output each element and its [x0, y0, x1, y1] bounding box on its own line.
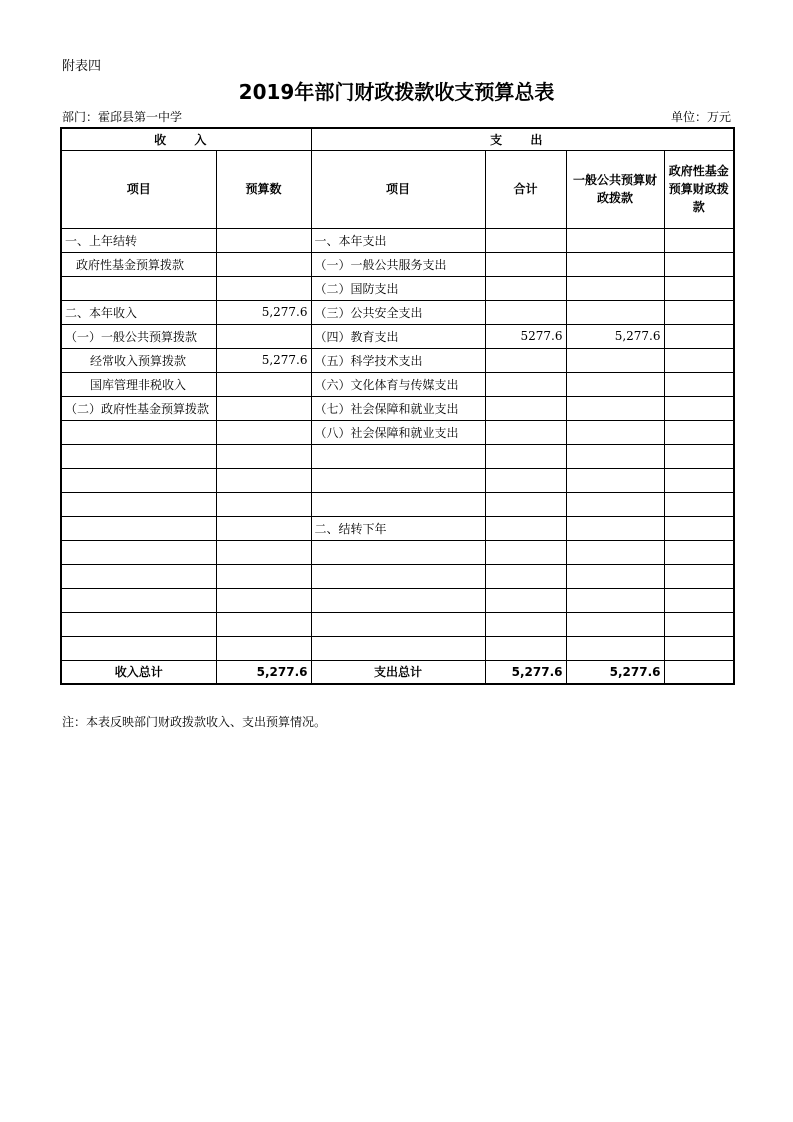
expense-general-cell	[566, 612, 664, 636]
expense-fund-cell	[664, 420, 734, 444]
expense-fund-cell	[664, 564, 734, 588]
expense-total-label: 支出总计	[311, 660, 485, 684]
table-row	[61, 468, 734, 492]
table-row	[61, 540, 734, 564]
table-row	[61, 636, 734, 660]
income-item-cell: 一、上年结转	[61, 228, 216, 252]
expense-fund-cell	[664, 324, 734, 348]
income-budget-cell	[216, 492, 311, 516]
expense-item-cell: （三）公共安全支出	[311, 300, 485, 324]
expense-item-header: 项目	[311, 150, 485, 228]
income-item-cell	[61, 420, 216, 444]
expense-fund-cell	[664, 612, 734, 636]
expense-total-cell	[485, 564, 566, 588]
income-item-cell	[61, 636, 216, 660]
table-row	[61, 252, 734, 276]
expense-general-cell	[566, 420, 664, 444]
expense-total-cell	[485, 348, 566, 372]
expense-general-cell	[566, 396, 664, 420]
column-header-row	[61, 150, 734, 228]
footnote: 注：本表反映部门财政拨款收入、支出预算情况。	[62, 715, 327, 729]
expense-item-cell	[311, 612, 485, 636]
expense-total-cell	[485, 228, 566, 252]
expense-item-cell: （二）国防支出	[311, 276, 485, 300]
income-budget-cell	[216, 540, 311, 564]
income-item-cell	[61, 564, 216, 588]
income-budget-cell	[216, 444, 311, 468]
page-title: 2019年部门财政拨款收支预算总表	[238, 80, 555, 104]
expense-total-header: 合计	[485, 150, 566, 228]
income-item-cell	[61, 516, 216, 540]
expense-general-cell	[566, 540, 664, 564]
income-item-cell: （二）政府性基金预算拨款	[61, 396, 216, 420]
expense-total-cell	[485, 252, 566, 276]
income-budget-cell: 5,277.6	[216, 300, 311, 324]
income-item-cell	[61, 588, 216, 612]
expense-general-cell	[566, 588, 664, 612]
income-item-cell	[61, 276, 216, 300]
income-budget-cell	[216, 252, 311, 276]
expense-fund-header: 政府性基金预算财政拨款	[664, 150, 734, 228]
expense-general-header: 一般公共预算财政拨款	[566, 150, 664, 228]
table-row	[61, 276, 734, 300]
income-budget-cell	[216, 516, 311, 540]
table-row	[61, 324, 734, 348]
expense-total-cell	[485, 444, 566, 468]
expense-fund-cell	[664, 348, 734, 372]
income-item-cell: 政府性基金预算拨款	[61, 252, 216, 276]
expense-section-header: 支 出	[311, 128, 734, 150]
income-item-cell: （一）一般公共预算拨款	[61, 324, 216, 348]
expense-total-cell	[485, 276, 566, 300]
expense-fund-cell	[664, 492, 734, 516]
expense-total-cell	[485, 540, 566, 564]
expense-general-cell	[566, 516, 664, 540]
expense-fund-cell	[664, 252, 734, 276]
income-budget-cell: 5,277.6	[216, 348, 311, 372]
expense-fund-cell	[664, 300, 734, 324]
table-row	[61, 228, 734, 252]
expense-item-cell	[311, 492, 485, 516]
section-header-row	[61, 128, 734, 150]
unit-label: 单位：万元	[670, 110, 731, 124]
expense-item-cell	[311, 588, 485, 612]
expense-total-cell	[485, 372, 566, 396]
expense-item-cell	[311, 564, 485, 588]
income-item-header: 项目	[61, 150, 216, 228]
income-item-cell: 经常收入预算拨款	[61, 348, 216, 372]
expense-item-cell: （七）社会保障和就业支出	[311, 396, 485, 420]
expense-fund-cell	[664, 468, 734, 492]
income-item-cell	[61, 468, 216, 492]
expense-general-cell	[566, 348, 664, 372]
budget-table	[60, 127, 735, 685]
expense-item-cell	[311, 636, 485, 660]
table-row	[61, 300, 734, 324]
department-label: 部门：霍邱县第一中学	[62, 110, 183, 124]
table-row	[61, 564, 734, 588]
expense-general-cell	[566, 228, 664, 252]
expense-total-value: 5,277.6	[485, 660, 566, 684]
table-row	[61, 396, 734, 420]
expense-total-cell	[485, 636, 566, 660]
expense-general-cell	[566, 300, 664, 324]
expense-item-cell: （五）科学技术支出	[311, 348, 485, 372]
table-row	[61, 492, 734, 516]
income-total-label: 收入总计	[61, 660, 216, 684]
income-item-cell	[61, 444, 216, 468]
expense-general-cell	[566, 372, 664, 396]
income-budget-cell	[216, 468, 311, 492]
expense-general-cell	[566, 468, 664, 492]
expense-fund-cell	[664, 636, 734, 660]
expense-item-cell	[311, 540, 485, 564]
expense-general-cell	[566, 636, 664, 660]
expense-total-cell	[485, 588, 566, 612]
income-budget-cell	[216, 324, 311, 348]
income-item-cell: 国库管理非税收入	[61, 372, 216, 396]
table-row	[61, 444, 734, 468]
income-budget-cell	[216, 276, 311, 300]
income-budget-cell	[216, 396, 311, 420]
income-total-value: 5,277.6	[216, 660, 311, 684]
expense-fund-cell	[664, 444, 734, 468]
expense-total-cell	[485, 300, 566, 324]
expense-general-cell	[566, 276, 664, 300]
expense-total-cell	[485, 492, 566, 516]
expense-item-cell: （四）教育支出	[311, 324, 485, 348]
income-budget-cell	[216, 228, 311, 252]
income-budget-cell	[216, 564, 311, 588]
expense-total-cell	[485, 612, 566, 636]
table-row	[61, 588, 734, 612]
expense-fund-cell	[664, 372, 734, 396]
table-row	[61, 348, 734, 372]
income-item-cell	[61, 492, 216, 516]
expense-general-cell	[566, 444, 664, 468]
expense-item-cell: （八）社会保障和就业支出	[311, 420, 485, 444]
table-row	[61, 612, 734, 636]
expense-general-cell: 5,277.6	[566, 324, 664, 348]
expense-total-cell	[485, 516, 566, 540]
income-budget-cell	[216, 588, 311, 612]
expense-general-cell	[566, 252, 664, 276]
expense-item-cell	[311, 468, 485, 492]
expense-fund-cell	[664, 540, 734, 564]
expense-fund-cell	[664, 516, 734, 540]
income-item-cell: 二、本年收入	[61, 300, 216, 324]
expense-item-cell: 一、本年支出	[311, 228, 485, 252]
income-budget-cell	[216, 636, 311, 660]
income-budget-cell	[216, 612, 311, 636]
expense-total-cell: 5277.6	[485, 324, 566, 348]
income-budget-cell	[216, 420, 311, 444]
expense-item-cell: （六）文化体育与传媒支出	[311, 372, 485, 396]
income-budget-header: 预算数	[216, 150, 311, 228]
expense-item-cell: （一）一般公共服务支出	[311, 252, 485, 276]
expense-total-cell	[485, 420, 566, 444]
income-item-cell	[61, 612, 216, 636]
expense-item-cell	[311, 444, 485, 468]
expense-fund-cell	[664, 588, 734, 612]
expense-fund-total-value	[664, 660, 734, 684]
expense-total-cell	[485, 396, 566, 420]
expense-general-cell	[566, 564, 664, 588]
expense-general-cell	[566, 492, 664, 516]
income-item-cell	[61, 540, 216, 564]
table-row	[61, 372, 734, 396]
income-budget-cell	[216, 372, 311, 396]
income-section-header: 收 入	[61, 128, 311, 150]
table-row	[61, 516, 734, 540]
expense-fund-cell	[664, 228, 734, 252]
table-row	[61, 420, 734, 444]
expense-general-total-value: 5,277.6	[566, 660, 664, 684]
expense-fund-cell	[664, 396, 734, 420]
totals-row	[61, 660, 734, 684]
expense-total-cell	[485, 468, 566, 492]
expense-item-cell: 二、结转下年	[311, 516, 485, 540]
appendix-label: 附表四	[62, 59, 102, 74]
expense-fund-cell	[664, 276, 734, 300]
